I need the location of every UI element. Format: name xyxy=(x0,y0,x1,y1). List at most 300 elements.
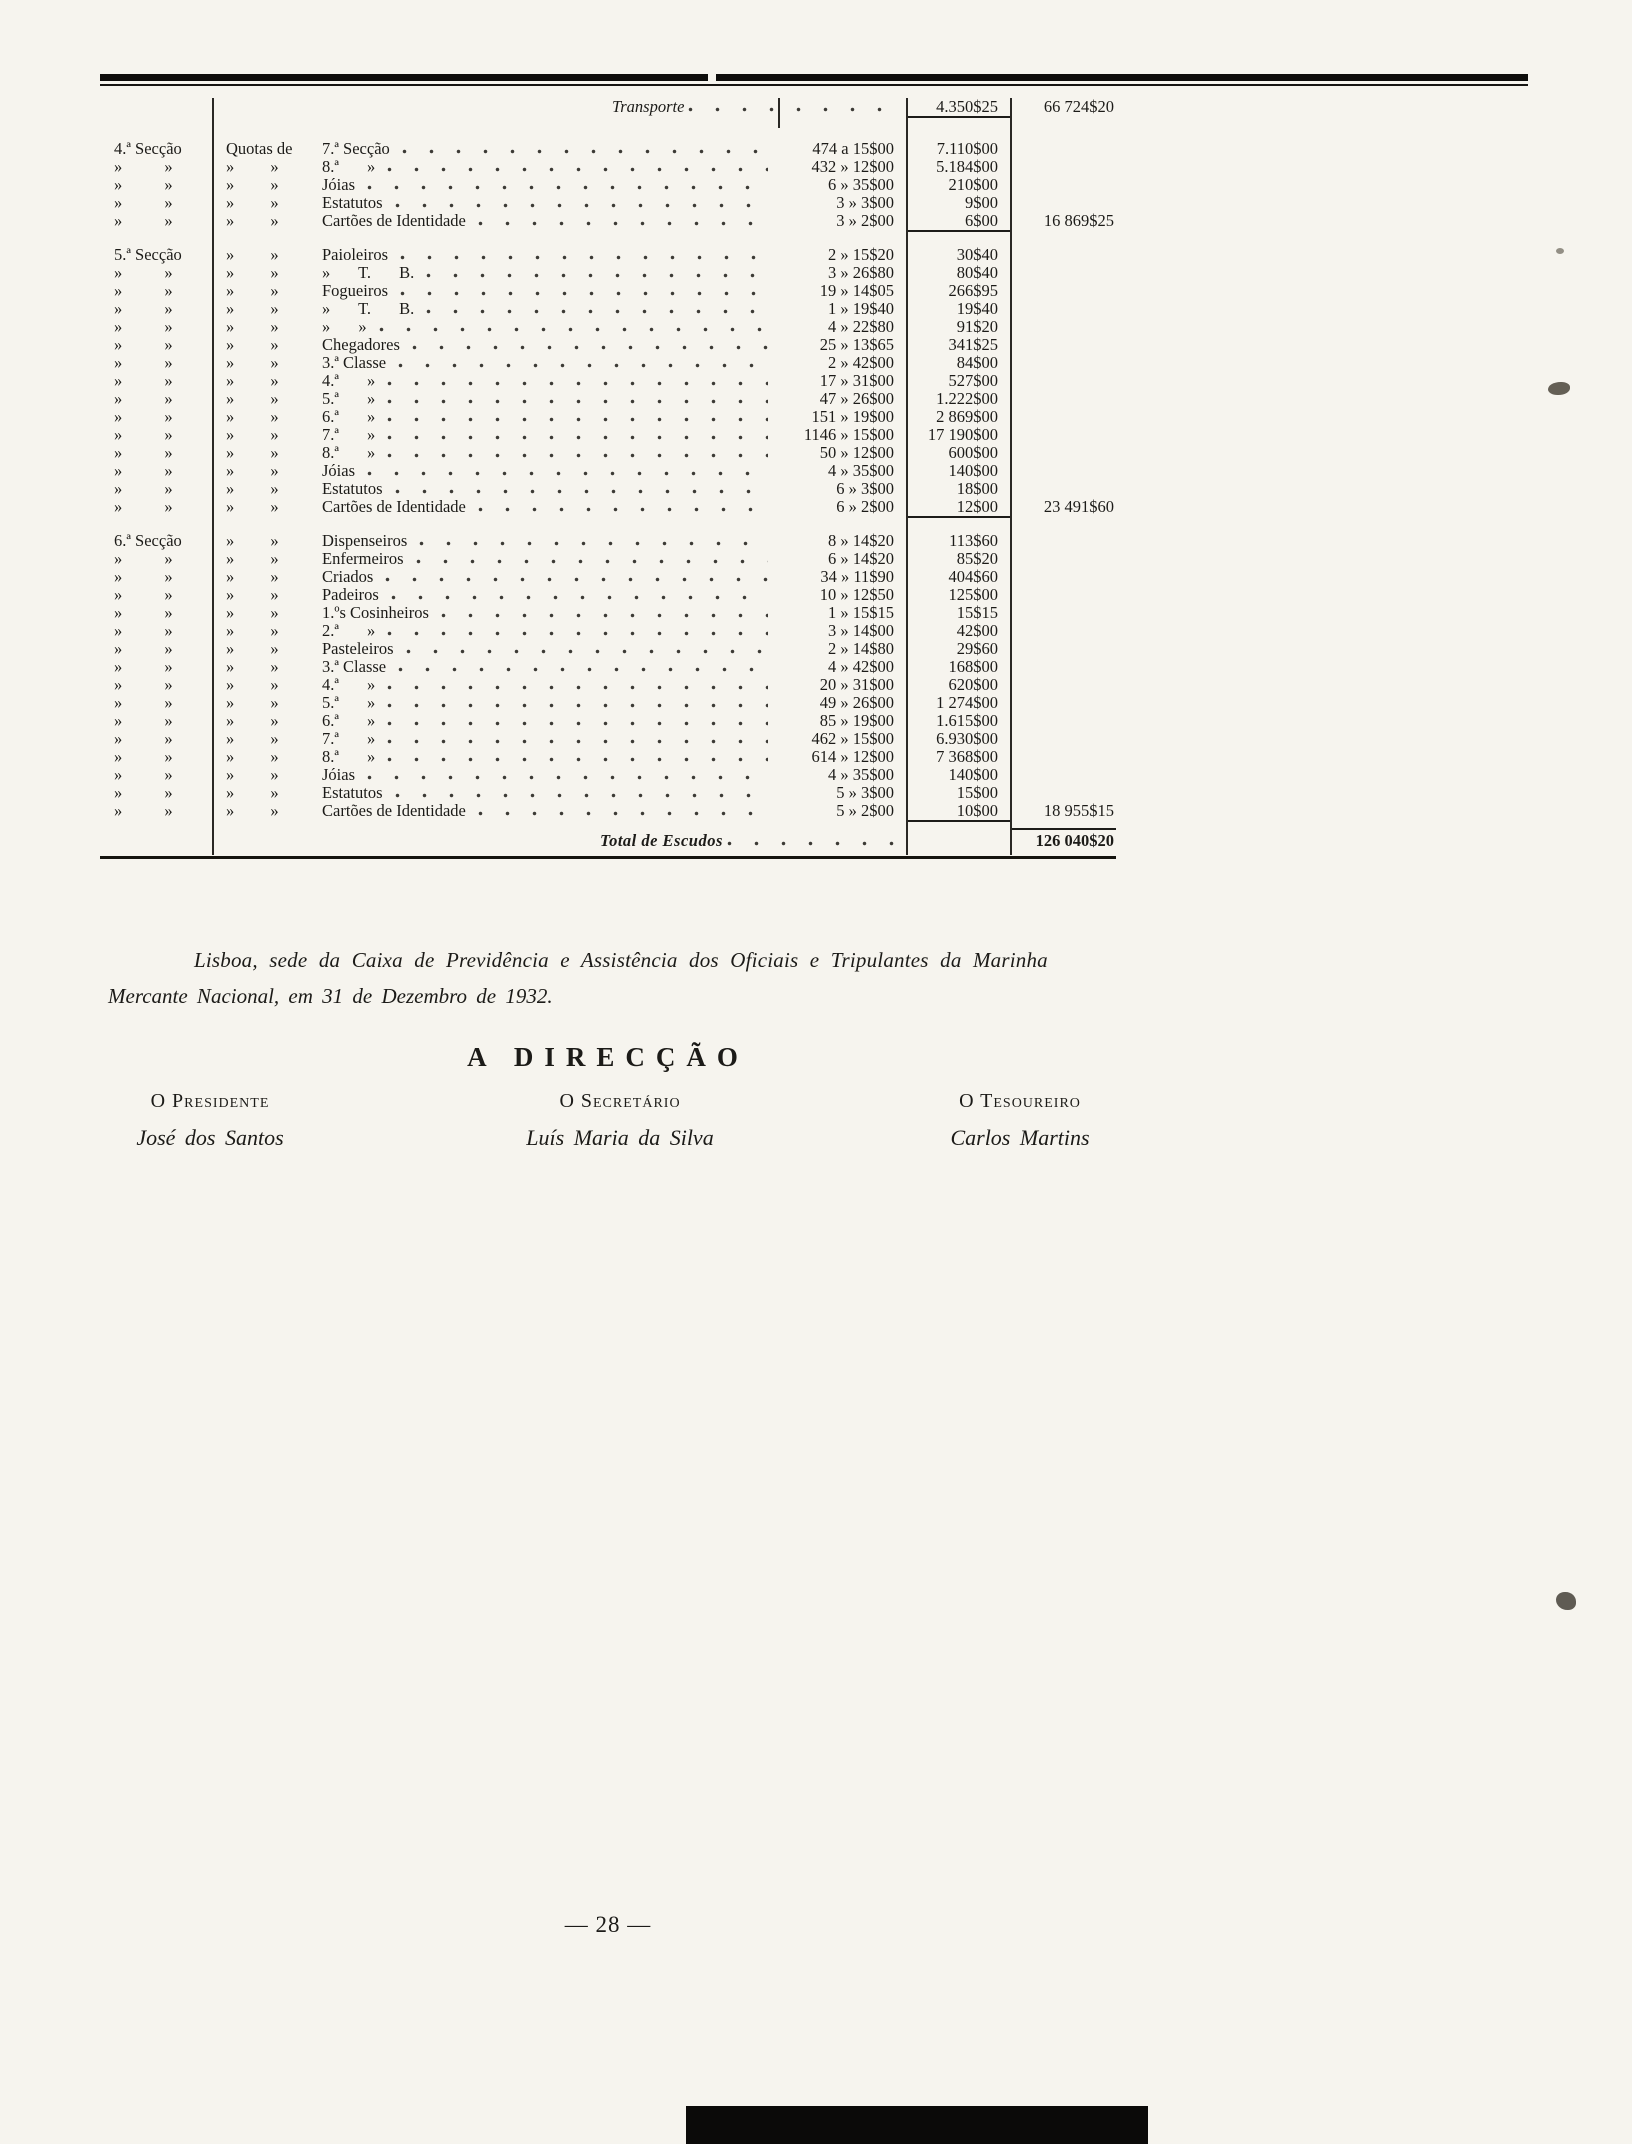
dot-leader xyxy=(398,666,768,673)
signature-role: O Secretário xyxy=(559,1090,681,1112)
transporte-row xyxy=(100,98,1116,120)
row-section: » » xyxy=(114,657,173,676)
row-amount: 1.615$00 xyxy=(936,711,998,730)
direction-heading: A DIRECÇÃO xyxy=(467,1042,749,1072)
row-section: » » xyxy=(114,675,173,694)
row-description-item: 6.ª » xyxy=(322,407,376,426)
dot-leader xyxy=(395,202,769,209)
row-description-item: 7.ª » xyxy=(322,425,376,444)
row-description xyxy=(212,158,778,176)
row-description-ditto: » » xyxy=(226,747,279,766)
row-quantity: 2 » 15$20 xyxy=(828,245,894,264)
row-description xyxy=(212,748,778,766)
row-description-item: Estatutos xyxy=(322,193,383,212)
row-amount: 341$25 xyxy=(948,335,998,354)
dot-leader xyxy=(478,810,768,817)
dot-leader xyxy=(412,344,768,351)
row-description xyxy=(212,176,778,194)
dot-leader xyxy=(395,792,769,799)
row-amount: 140$00 xyxy=(948,765,998,784)
row-group-total: 18 955$15 xyxy=(1043,801,1114,820)
row-section: » » xyxy=(114,211,173,230)
row-description-ditto: » » xyxy=(226,729,279,748)
signature-role: O Presidente xyxy=(150,1090,270,1112)
transporte-description-cell xyxy=(212,98,906,116)
row-description-item: » » xyxy=(322,317,367,336)
row-description xyxy=(212,604,778,622)
table-row xyxy=(100,532,1116,550)
dot-leader xyxy=(400,290,768,297)
transporte-grand-total: 66 724$20 xyxy=(1043,97,1114,116)
row-section: » » xyxy=(114,389,173,408)
row-description xyxy=(212,194,778,212)
row-description-ditto: » » xyxy=(226,335,279,354)
row-quantity: 5 » 3$00 xyxy=(836,783,894,802)
row-description-item: » T. B. xyxy=(322,299,415,318)
row-description xyxy=(212,676,778,694)
table-row xyxy=(100,300,1116,318)
grand-total-value: 126 040$20 xyxy=(1010,828,1116,850)
row-amount: 210$00 xyxy=(948,175,998,194)
row-description-item: 8.ª » xyxy=(322,443,376,462)
transporte-amount: 4.350$25 xyxy=(906,98,1010,118)
row-description-item: Padeiros xyxy=(322,585,379,604)
row-description-ditto: » » xyxy=(226,193,279,212)
row-description xyxy=(212,568,778,586)
row-quantity: 1146 » 15$00 xyxy=(803,425,894,444)
row-description xyxy=(212,640,778,658)
row-description-item: Pasteleiros xyxy=(322,639,394,658)
row-quantity: 6 » 14$20 xyxy=(828,549,894,568)
row-description xyxy=(212,282,778,300)
row-quantity: 5 » 2$00 xyxy=(836,801,894,820)
row-quantity: 17 » 31$00 xyxy=(819,371,894,390)
scan-artifact-smudge xyxy=(1548,382,1570,395)
row-description xyxy=(212,426,778,444)
row-section: » » xyxy=(114,549,173,568)
row-quantity: 474 a 15$00 xyxy=(812,139,894,158)
table-divider-amount xyxy=(906,98,908,855)
dot-leader xyxy=(416,558,768,565)
row-amount: 42$00 xyxy=(956,621,998,640)
row-section: » » xyxy=(114,783,173,802)
row-quantity: 20 » 31$00 xyxy=(819,675,894,694)
row-description-ditto: » » xyxy=(226,443,279,462)
table-body xyxy=(100,140,1116,820)
row-quantity: 3 » 14$00 xyxy=(828,621,894,640)
row-quantity: 3 » 3$00 xyxy=(836,193,894,212)
row-description-ditto: » » xyxy=(226,765,279,784)
closing-line-2: Mercante Nacional, em 31 de Dezembro de 1932. xyxy=(108,984,553,1008)
row-description-ditto: » » xyxy=(226,299,279,318)
table-row xyxy=(100,498,1116,516)
table-row xyxy=(100,586,1116,604)
row-section: » » xyxy=(114,639,173,658)
dot-leader xyxy=(387,166,768,173)
row-amount: 1.222$00 xyxy=(936,389,998,408)
table-row xyxy=(100,784,1116,802)
table-row xyxy=(100,408,1116,426)
row-description xyxy=(212,264,778,282)
row-description xyxy=(212,390,778,408)
row-section: » » xyxy=(114,461,173,480)
row-description-ditto: » » xyxy=(226,783,279,802)
row-description-ditto: » » xyxy=(226,281,279,300)
row-amount: 404$60 xyxy=(948,567,998,586)
row-description-ditto: » » xyxy=(226,801,279,820)
row-section: » » xyxy=(114,765,173,784)
table-row xyxy=(100,354,1116,372)
row-description-item: 5.ª » xyxy=(322,693,376,712)
row-section: » » xyxy=(114,621,173,640)
row-quantity: 6 » 3$00 xyxy=(836,479,894,498)
row-quantity: 4 » 22$80 xyxy=(828,317,894,336)
row-section: 4.ª Secção xyxy=(114,139,182,158)
row-amount: 10$00 xyxy=(906,802,1010,822)
accounts-table xyxy=(100,98,1116,859)
row-amount: 2 869$00 xyxy=(936,407,998,426)
signature-secretary xyxy=(440,1090,800,1151)
row-quantity: 4 » 35$00 xyxy=(828,765,894,784)
row-description-item: Fogueiros xyxy=(322,281,388,300)
row-description-ditto: » » xyxy=(226,353,279,372)
row-description-ditto: » » xyxy=(226,657,279,676)
row-quantity: 25 » 13$65 xyxy=(819,335,894,354)
table-group xyxy=(100,140,1116,230)
dot-leader xyxy=(387,738,768,745)
row-section: » » xyxy=(114,497,173,516)
row-amount: 30$40 xyxy=(956,245,998,264)
signature-name: Luís Maria da Silva xyxy=(526,1125,714,1150)
table-row xyxy=(100,766,1116,784)
scan-artifact-smudge xyxy=(1556,1592,1576,1610)
table-row xyxy=(100,426,1116,444)
row-description xyxy=(212,586,778,604)
row-description xyxy=(212,498,778,516)
row-description-ditto: » » xyxy=(226,371,279,390)
row-description xyxy=(212,444,778,462)
row-description-item: Jóias xyxy=(322,765,355,784)
row-description xyxy=(212,622,778,640)
row-description-ditto: » » xyxy=(226,157,279,176)
dot-leader xyxy=(727,840,896,847)
row-description-ditto: » » xyxy=(226,603,279,622)
dot-leader xyxy=(387,416,768,423)
table-divider-description xyxy=(778,98,780,128)
dot-leader xyxy=(478,506,768,513)
table-group xyxy=(100,246,1116,516)
dot-leader xyxy=(395,488,769,495)
closing-line-1: Lisboa, sede da Caixa de Previdência e Assistência dos Oficiais e Tripulantes da Marinha xyxy=(194,948,1048,972)
row-section: » » xyxy=(114,747,173,766)
row-description xyxy=(212,550,778,568)
row-description-ditto: » » xyxy=(226,245,279,264)
row-description-item: Criados xyxy=(322,567,374,586)
row-description-item: 8.ª » xyxy=(322,747,376,766)
row-quantity: 1 » 15$15 xyxy=(828,603,894,622)
row-group-total: 23 491$60 xyxy=(1043,497,1114,516)
row-section: » » xyxy=(114,693,173,712)
dot-leader xyxy=(387,720,768,727)
row-quantity: 1 » 19$40 xyxy=(828,299,894,318)
table-row xyxy=(100,390,1116,408)
row-description-item: Jóias xyxy=(322,175,355,194)
row-description-ditto: » » xyxy=(226,497,279,516)
row-amount: 527$00 xyxy=(948,371,998,390)
row-section: » » xyxy=(114,443,173,462)
row-description-item: Enfermeiros xyxy=(322,549,404,568)
table-row xyxy=(100,694,1116,712)
row-description-item: 1.ºs Cosinheiros xyxy=(322,603,429,622)
row-amount: 125$00 xyxy=(948,585,998,604)
row-quantity: 6 » 2$00 xyxy=(836,497,894,516)
row-section: » » xyxy=(114,335,173,354)
table-row xyxy=(100,640,1116,658)
total-row xyxy=(100,828,1116,852)
row-description-ditto: » » xyxy=(226,567,279,586)
scan-artifact-smudge xyxy=(1556,248,1564,254)
table-row xyxy=(100,212,1116,230)
row-description-item: 6.ª » xyxy=(322,711,376,730)
dot-leader xyxy=(426,272,768,279)
table-row xyxy=(100,480,1116,498)
row-description-ditto: Quotas de xyxy=(226,139,293,158)
transporte-label: Transporte xyxy=(612,97,685,116)
row-description xyxy=(212,694,778,712)
dot-leader xyxy=(688,106,896,113)
table-row xyxy=(100,282,1116,300)
row-amount: 6$00 xyxy=(906,212,1010,232)
table-row xyxy=(100,194,1116,212)
row-section: » » xyxy=(114,567,173,586)
row-quantity: 2 » 14$80 xyxy=(828,639,894,658)
row-description-ditto: » » xyxy=(226,407,279,426)
row-quantity: 19 » 14$05 xyxy=(819,281,894,300)
row-section: » » xyxy=(114,281,173,300)
row-amount: 12$00 xyxy=(906,498,1010,518)
row-quantity: 614 » 12$00 xyxy=(811,747,894,766)
row-amount: 15$00 xyxy=(956,783,998,802)
row-quantity: 6 » 35$00 xyxy=(828,175,894,194)
dot-leader xyxy=(387,756,768,763)
row-description xyxy=(212,480,778,498)
row-description-item: 4.ª » xyxy=(322,371,376,390)
row-description-ditto: » » xyxy=(226,531,279,550)
row-description-item: 8.ª » xyxy=(322,157,376,176)
dot-leader xyxy=(400,254,768,261)
row-description-item: » T. B. xyxy=(322,263,415,282)
row-section: » » xyxy=(114,353,173,372)
row-amount: 600$00 xyxy=(948,443,998,462)
row-amount: 84$00 xyxy=(956,353,998,372)
dot-leader xyxy=(367,470,768,477)
row-section: » » xyxy=(114,729,173,748)
top-rule-gap xyxy=(708,74,716,81)
signature-role: O Tesoureiro xyxy=(959,1090,1081,1112)
dot-leader xyxy=(478,220,768,227)
scan-artifact-bar xyxy=(686,2106,1148,2144)
row-description-ditto: » » xyxy=(226,389,279,408)
row-amount: 113$60 xyxy=(949,531,998,550)
row-quantity: 34 » 11$90 xyxy=(820,567,894,586)
row-description xyxy=(212,658,778,676)
row-description-item: Jóias xyxy=(322,461,355,480)
dot-leader xyxy=(387,702,768,709)
table-row xyxy=(100,158,1116,176)
table-row xyxy=(100,748,1116,766)
row-description-ditto: » » xyxy=(226,693,279,712)
table-row xyxy=(100,712,1116,730)
dot-leader xyxy=(387,630,768,637)
table-row xyxy=(100,550,1116,568)
row-quantity: 4 » 42$00 xyxy=(828,657,894,676)
row-amount: 85$20 xyxy=(956,549,998,568)
row-description-item: 7.ª » xyxy=(322,729,376,748)
row-description-item: Cartões de Identidade xyxy=(322,497,466,516)
row-section: » » xyxy=(114,425,173,444)
row-description-item: 3.ª Classe xyxy=(322,353,387,372)
signature-name: Carlos Martins xyxy=(950,1125,1090,1150)
row-amount: 9$00 xyxy=(965,193,998,212)
top-rule-thin xyxy=(100,84,1528,86)
dot-leader xyxy=(367,774,768,781)
row-section: » » xyxy=(114,585,173,604)
row-section: » » xyxy=(114,407,173,426)
table-row xyxy=(100,246,1116,264)
row-description xyxy=(212,730,778,748)
table-row xyxy=(100,568,1116,586)
row-quantity: 4 » 35$00 xyxy=(828,461,894,480)
row-description-item: Chegadores xyxy=(322,335,400,354)
dot-leader xyxy=(419,540,768,547)
row-amount: 5.184$00 xyxy=(936,157,998,176)
row-amount: 19$40 xyxy=(956,299,998,318)
dot-leader xyxy=(398,362,768,369)
total-description-cell xyxy=(212,832,906,850)
row-quantity: 8 » 14$20 xyxy=(828,531,894,550)
total-label: Total de Escudos xyxy=(600,831,723,850)
row-description-ditto: » » xyxy=(226,621,279,640)
row-section: » » xyxy=(114,603,173,622)
dot-leader xyxy=(387,380,768,387)
top-rule xyxy=(100,74,1528,81)
row-description-item: Cartões de Identidade xyxy=(322,801,466,820)
row-quantity: 47 » 26$00 xyxy=(819,389,894,408)
row-section: » » xyxy=(114,371,173,390)
row-description xyxy=(212,318,778,336)
row-description-ditto: » » xyxy=(226,263,279,282)
row-quantity: 10 » 12$50 xyxy=(819,585,894,604)
row-description-item: 4.ª » xyxy=(322,675,376,694)
row-description-item: Paioleiros xyxy=(322,245,388,264)
row-amount: 91$20 xyxy=(956,317,998,336)
dot-leader xyxy=(426,308,768,315)
table-row xyxy=(100,318,1116,336)
row-amount: 266$95 xyxy=(948,281,998,300)
row-description xyxy=(212,372,778,390)
row-description xyxy=(212,712,778,730)
row-description-ditto: » » xyxy=(226,317,279,336)
row-quantity: 85 » 19$00 xyxy=(819,711,894,730)
row-section: » » xyxy=(114,299,173,318)
row-description xyxy=(212,784,778,802)
table-row xyxy=(100,658,1116,676)
row-description-ditto: » » xyxy=(226,175,279,194)
row-description-item: 3.ª Classe xyxy=(322,657,387,676)
row-description-item: Dispenseiros xyxy=(322,531,408,550)
row-section: » » xyxy=(114,711,173,730)
row-description xyxy=(212,246,778,264)
row-description-ditto: » » xyxy=(226,549,279,568)
dot-leader xyxy=(387,684,768,691)
row-quantity: 50 » 12$00 xyxy=(819,443,894,462)
row-section: » » xyxy=(114,157,173,176)
row-amount: 1 274$00 xyxy=(936,693,998,712)
row-description-item: 2.ª » xyxy=(322,621,376,640)
row-description-ditto: » » xyxy=(226,711,279,730)
signature-block xyxy=(100,1090,1116,1180)
closing-paragraph xyxy=(108,942,1148,1014)
row-description-ditto: » » xyxy=(226,639,279,658)
row-description-ditto: » » xyxy=(226,425,279,444)
page-number: — 28 — xyxy=(564,1912,652,1937)
row-section: 5.ª Secção xyxy=(114,245,182,264)
row-description xyxy=(212,354,778,372)
row-description-ditto: » » xyxy=(226,675,279,694)
row-quantity: 462 » 15$00 xyxy=(811,729,894,748)
row-description xyxy=(212,212,778,230)
signature-name: José dos Santos xyxy=(136,1125,284,1150)
table-divider-section xyxy=(212,98,214,855)
row-amount: 18$00 xyxy=(956,479,998,498)
row-amount: 29$60 xyxy=(956,639,998,658)
row-description xyxy=(212,766,778,784)
row-group-total: 16 869$25 xyxy=(1043,211,1114,230)
dot-leader xyxy=(385,576,768,583)
row-amount: 7.110$00 xyxy=(936,139,998,158)
signature-president xyxy=(100,1090,320,1151)
dot-leader xyxy=(402,148,768,155)
row-description-ditto: » » xyxy=(226,585,279,604)
signature-treasurer xyxy=(860,1090,1180,1151)
table-row xyxy=(100,604,1116,622)
dot-leader xyxy=(379,326,768,333)
row-quantity: 2 » 42$00 xyxy=(828,353,894,372)
row-description xyxy=(212,300,778,318)
row-amount: 168$00 xyxy=(948,657,998,676)
table-divider-total xyxy=(1010,98,1012,855)
row-quantity: 432 » 12$00 xyxy=(811,157,894,176)
row-description xyxy=(212,802,778,820)
row-description-item: 7.ª Secção xyxy=(322,139,390,158)
row-section: » » xyxy=(114,479,173,498)
table-row xyxy=(100,622,1116,640)
row-description-ditto: » » xyxy=(226,479,279,498)
row-description xyxy=(212,336,778,354)
table-row xyxy=(100,676,1116,694)
table-row xyxy=(100,462,1116,480)
table-row xyxy=(100,802,1116,820)
table-group xyxy=(100,532,1116,820)
row-description xyxy=(212,408,778,426)
dot-leader xyxy=(441,612,768,619)
row-quantity: 3 » 26$80 xyxy=(828,263,894,282)
table-bottom-rule xyxy=(100,856,1116,859)
row-amount: 620$00 xyxy=(948,675,998,694)
table-row xyxy=(100,372,1116,390)
table-row xyxy=(100,730,1116,748)
row-section: » » xyxy=(114,193,173,212)
